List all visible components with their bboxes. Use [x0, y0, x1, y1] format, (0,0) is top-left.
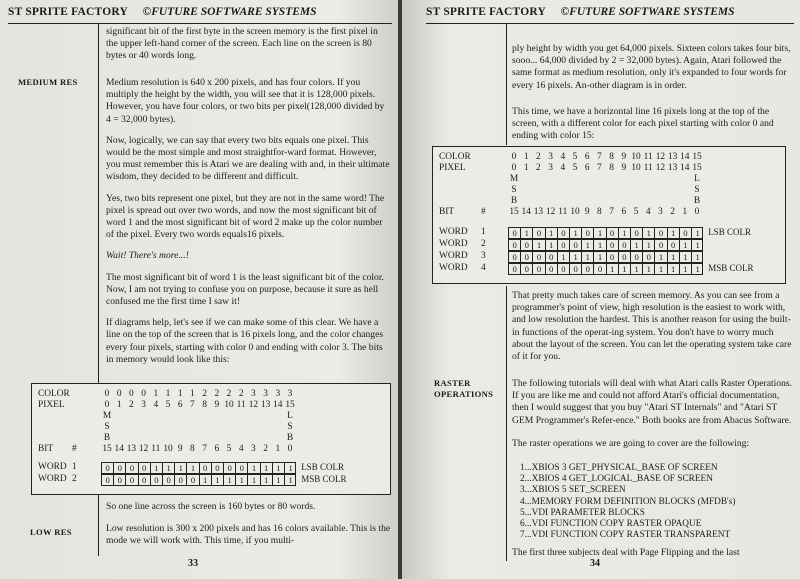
pixel-value: 10	[631, 163, 641, 173]
bit-cell: 0	[558, 240, 570, 250]
color-value: 1	[523, 152, 529, 162]
right-header	[426, 6, 735, 18]
msb-letter: B	[103, 433, 111, 443]
bit-cell: 1	[533, 240, 545, 250]
lsb-letter: L	[694, 174, 700, 184]
bit-cell: 0	[509, 228, 521, 238]
bit-cell: 0	[570, 264, 582, 274]
color-value: 6	[584, 152, 590, 162]
pixel-value: 14	[680, 163, 690, 173]
bit-cell: 0	[607, 240, 619, 250]
bit-index: 12	[545, 207, 556, 217]
raster-label	[434, 378, 493, 400]
bit-cell: 1	[594, 240, 606, 250]
bit-index: 15	[102, 444, 112, 454]
pixel-value: 9	[214, 400, 220, 410]
low-res-label: LOW RES	[30, 527, 72, 537]
low-res-pixel-row-label: PIXEL	[439, 163, 466, 173]
bit-cell: 0	[582, 264, 594, 274]
bit-cell: 0	[619, 252, 631, 262]
color-value: 13	[667, 152, 678, 162]
pixel-value: 1	[523, 163, 529, 173]
bit-index: 9	[177, 444, 183, 454]
bit-cell: 1	[680, 252, 692, 262]
pixel-value: 10	[224, 400, 234, 410]
word-label: WORD	[439, 227, 468, 237]
bit-index: 8	[190, 444, 195, 454]
word-number: 2	[72, 474, 77, 484]
bit-index: 15	[509, 207, 519, 217]
bit-index: 6	[621, 207, 627, 217]
bit-cell: 0	[607, 252, 619, 262]
lsb-letter: L	[287, 411, 293, 421]
bit-cell: 0	[546, 252, 558, 262]
bit-cell: 0	[631, 252, 643, 262]
pixel-value: 13	[260, 400, 271, 410]
color-value: 11	[643, 152, 653, 162]
bit-cell: 0	[212, 463, 224, 473]
bit-cell: 0	[558, 264, 570, 274]
pixel-value: 2	[536, 163, 541, 173]
raster-label-line-2: OPERATIONS	[434, 389, 494, 399]
right-page	[402, 0, 800, 579]
bit-cell: 0	[139, 463, 151, 473]
bit-cell: 1	[619, 264, 631, 274]
bit-cell: 1	[187, 463, 199, 473]
list-item: 4...MEMORY FORM DEFINITION BLOCKS (MFDB's)	[520, 496, 736, 507]
bit-cell: 0	[114, 463, 126, 473]
bit-cell: 0	[224, 463, 236, 473]
medium-res-bit-diagram	[31, 383, 391, 495]
right-header-company: ©FUTURE SOFTWARE SYSTEMS	[560, 6, 735, 18]
color-value: 0	[511, 152, 517, 162]
color-value: 12	[655, 152, 666, 162]
raster-ops-list	[520, 463, 794, 541]
lsb-letter: B	[286, 433, 294, 443]
color-value: 1	[177, 389, 183, 399]
left-margin-rule-top	[98, 23, 99, 383]
bit-cell: 1	[570, 228, 582, 238]
bit-index: 3	[251, 444, 256, 454]
word-note: MSB COLR	[301, 474, 347, 484]
color-value: 4	[560, 152, 566, 162]
list-item: 7...VDI FUNCTION COPY RASTER TRANSPARENT	[520, 530, 731, 541]
pixel-value: 13	[667, 163, 678, 173]
bit-cell: 1	[175, 463, 187, 473]
color-value: 0	[141, 389, 146, 399]
right-para-2: This time, we have a horizontal line 16 pixels long at the top of the screen, with a different color for each pixel starting with color 0 and ending with color 15:	[512, 106, 774, 142]
bit-cell: 1	[643, 228, 655, 238]
bit-cell: 0	[163, 475, 175, 485]
pixel-value: 8	[202, 400, 207, 410]
bit-index: 4	[645, 207, 651, 217]
bit-cell: 0	[631, 228, 643, 238]
bit-cell: 0	[655, 228, 667, 238]
pixel-value: 14	[273, 400, 283, 410]
bit-index: 5	[633, 207, 639, 217]
bit-cell: 1	[695, 240, 700, 250]
color-value: 2	[202, 389, 207, 399]
lsb-letter: B	[693, 196, 701, 206]
left-header-company: ©FUTURE SOFTWARE SYSTEMS	[142, 6, 317, 18]
bit-cell: 0	[570, 240, 582, 250]
word-bit-box	[508, 239, 703, 251]
bit-index: 0	[694, 207, 700, 217]
color-value: 3	[275, 389, 281, 399]
left-page	[0, 0, 398, 579]
bit-cell: 0	[126, 463, 138, 473]
bit-cell: 0	[533, 264, 545, 274]
word-number: 4	[481, 263, 486, 273]
pixel-value: 12	[248, 400, 259, 410]
left-body	[106, 77, 390, 375]
bit-cell: 1	[582, 240, 594, 250]
msb-letter: S	[511, 185, 517, 195]
color-value: 10	[631, 152, 641, 162]
bit-cell: 1	[668, 264, 680, 274]
pixel-value: 15	[692, 163, 702, 173]
bit-cell: 1	[570, 252, 582, 262]
bit-cell: 1	[668, 252, 680, 262]
bit-cell: 0	[151, 475, 163, 485]
left-para-2: Now, logically, we can say that every two bits equals one pixel. This would be the most simple and most straightfor-ward format. However, you must remember this is Atari we are dealing with and, in their ultimate wisdom, they decided to be different and difficult.	[106, 134, 390, 183]
bit-cell: 0	[582, 228, 594, 238]
bit-cell: 1	[643, 264, 655, 274]
medium-res-pixel-row-label: PIXEL	[38, 400, 65, 410]
bit-index: 13	[533, 207, 544, 217]
color-value: 1	[153, 389, 159, 399]
pixel-value: 2	[129, 400, 134, 410]
lsb-letter: S	[287, 422, 293, 432]
bit-cell: 1	[607, 264, 619, 274]
bit-cell: 1	[273, 463, 285, 473]
bit-index: 1	[275, 444, 281, 454]
bit-cell: 1	[261, 463, 273, 473]
pixel-value: 4	[560, 163, 566, 173]
color-value: 15	[692, 152, 702, 162]
bit-cell: 1	[582, 252, 594, 262]
bit-cell: 1	[619, 228, 631, 238]
bit-cell: 1	[546, 228, 558, 238]
color-value: 0	[129, 389, 134, 399]
bit-cell: 1	[695, 264, 700, 274]
color-value: 7	[597, 152, 602, 162]
bit-cell: 0	[521, 252, 533, 262]
bit-cell: 0	[607, 228, 619, 238]
bit-cell: 0	[187, 475, 199, 485]
bit-cell: 1	[655, 264, 667, 274]
left-header	[8, 6, 317, 18]
bit-cell: 0	[139, 475, 151, 485]
left-page-number: 33	[188, 558, 198, 569]
medium-res-bit-row-hash: #	[72, 444, 77, 454]
word-number: 1	[72, 462, 77, 472]
bit-cell: 0	[533, 252, 545, 262]
bit-index: 4	[238, 444, 244, 454]
bit-cell: 1	[631, 240, 643, 250]
bit-index: 8	[597, 207, 602, 217]
pixel-value: 15	[285, 400, 295, 410]
low-res-text: Low resolution is 300 x 200 pixels and has 16 colors available. This is the mode we will work with. This time, if you multi-	[106, 523, 391, 547]
color-value: 0	[116, 389, 122, 399]
color-value: 8	[609, 152, 614, 162]
list-item: 3...XBIOS 5 SET_SCREEN	[520, 485, 626, 496]
bit-index: 10	[163, 444, 173, 454]
pixel-value: 3	[141, 400, 146, 410]
bit-index: 14	[114, 444, 124, 454]
word-bit-box	[508, 263, 703, 275]
bit-cell: 1	[594, 228, 606, 238]
pixel-value: 11	[236, 400, 246, 410]
bit-index: 3	[658, 207, 663, 217]
raster-label-line-1: RASTER	[434, 378, 471, 388]
bit-cell: 1	[248, 475, 260, 485]
right-para-5: The raster operations we are going to cover are the following:	[512, 438, 750, 449]
msb-letter: S	[104, 422, 110, 432]
color-value: 1	[190, 389, 195, 399]
right-header-rule	[426, 23, 794, 24]
bit-cell: 1	[558, 252, 570, 262]
bit-cell: 1	[212, 475, 224, 485]
bit-cell: 0	[546, 264, 558, 274]
pixel-value: 12	[655, 163, 666, 173]
bit-index: 0	[287, 444, 293, 454]
left-para-6: If diagrams help, let's see if we can make some of this clear. We have a line on the top of the screen that is 16 pixels long, and the color changes every four pixels, starting with color 0 and ending with color 3. The bits in memory would look like this:	[106, 317, 384, 365]
word-note: MSB COLR	[708, 263, 754, 273]
left-para-3: Yes, two bits represent one pixel, but they are not in the same word! The pixel is spread out over two words, and now the most significant bit of word 1 and the most significant bit of word 2 make up the color number of the pixel. Every two words equals16 pixels.	[106, 192, 385, 241]
word-bit-box	[101, 462, 296, 474]
bit-cell: 0	[509, 264, 521, 274]
color-value: 2	[238, 389, 244, 399]
bit-cell: 0	[114, 475, 126, 485]
list-item: 6...VDI FUNCTION COPY RASTER OPAQUE	[520, 519, 702, 530]
pixel-value: 5	[165, 400, 171, 410]
bit-cell: 1	[163, 463, 175, 473]
medium-res-bit-row-label: BIT	[38, 444, 54, 454]
bit-cell: 0	[126, 475, 138, 485]
pixel-value: 7	[190, 400, 195, 410]
color-value: 2	[226, 389, 232, 399]
bit-cell: 0	[558, 228, 570, 238]
bit-cell: 0	[200, 463, 212, 473]
bit-index: 12	[138, 444, 149, 454]
word-bit-box	[508, 227, 703, 239]
color-value: 9	[621, 152, 627, 162]
bit-cell: 1	[236, 475, 248, 485]
right-header-title: ST SPRITE FACTORY	[426, 6, 546, 18]
left-margin-rule-bottom	[98, 494, 99, 556]
color-value: 0	[104, 389, 110, 399]
bit-cell: 0	[175, 475, 187, 485]
pixel-value: 5	[572, 163, 578, 173]
left-header-rule	[8, 23, 392, 24]
bit-cell: 1	[200, 475, 212, 485]
bit-cell: 1	[248, 463, 260, 473]
left-header-title: ST SPRITE FACTORY	[8, 6, 128, 18]
bit-cell: 0	[680, 228, 692, 238]
pixel-value: 0	[511, 163, 517, 173]
bit-cell: 0	[668, 240, 680, 250]
word-number: 2	[481, 239, 486, 249]
bit-cell: 1	[261, 475, 273, 485]
msb-letter: M	[509, 174, 519, 184]
right-page-number: 34	[590, 558, 600, 569]
bit-index: 13	[126, 444, 137, 454]
lsb-letter: S	[694, 185, 700, 195]
bit-index: 7	[202, 444, 207, 454]
bit-index: 14	[521, 207, 531, 217]
word-note: LSB COLR	[301, 462, 344, 472]
pixel-value: 1	[116, 400, 122, 410]
bit-index: 7	[609, 207, 614, 217]
bit-cell: 0	[533, 228, 545, 238]
word-bit-box	[101, 474, 296, 486]
bit-index: 2	[263, 444, 268, 454]
bit-cell: 0	[509, 240, 521, 250]
list-item: 5...VDI PARAMETER BLOCKS	[520, 507, 645, 518]
word-label: WORD	[38, 462, 67, 472]
bit-index: 10	[570, 207, 580, 217]
right-margin-rule-top	[506, 23, 507, 145]
right-intro: ply height by width you get 64,000 pixels. Sixteen colors takes four bits, sooo... 64,000 divided by 2 = 32,000 bytes). Again, Atari followed the same format as medium resolution, only it's expanded to four words for every 16 pixels. An-other diagram is in order.	[512, 43, 791, 91]
msb-letter: M	[102, 411, 112, 421]
bit-cell: 0	[102, 463, 114, 473]
color-value: 3	[548, 152, 553, 162]
bit-cell: 1	[680, 240, 692, 250]
color-value: 14	[680, 152, 690, 162]
bit-cell: 1	[631, 264, 643, 274]
bit-cell: 1	[594, 252, 606, 262]
right-para-6: The first three subjects deal with Page Flipping and the last	[512, 547, 740, 558]
bit-index: 6	[214, 444, 220, 454]
word-number: 3	[481, 251, 486, 261]
pixel-value: 3	[548, 163, 553, 173]
pixel-value: 8	[609, 163, 614, 173]
pixel-value: 9	[621, 163, 627, 173]
bit-cell: 1	[668, 228, 680, 238]
bit-index: 1	[682, 207, 688, 217]
pixel-value: 0	[104, 400, 110, 410]
low-res-bit-row-label: BIT	[439, 207, 455, 217]
low-res-bit-row-hash: #	[481, 207, 486, 217]
color-value: 2	[214, 389, 220, 399]
left-after-diagram: So one line across the screen is 160 bytes or 80 words.	[106, 501, 316, 512]
bit-cell: 1	[695, 228, 700, 238]
bit-index: 5	[226, 444, 232, 454]
medium-res-color-row-label: COLOR	[38, 389, 70, 399]
color-value: 3	[263, 389, 268, 399]
list-item: 2...XBIOS 4 GET_LOGICAL_BASE OF SCREEN	[520, 474, 713, 485]
color-value: 3	[251, 389, 256, 399]
bit-cell: 1	[224, 475, 236, 485]
bit-cell: 1	[151, 463, 163, 473]
left-para-1: Medium resolution is 640 x 200 pixels, and has four colors. If you multiply the height by the width, you will see that it is 128,000 pixels. However, you have four colors, or two bits per pixel(128,000 divided by 4 = 32,000 bytes).	[106, 77, 385, 125]
medium-res-label: MEDIUM RES	[18, 77, 78, 87]
word-number: 1	[481, 227, 486, 237]
bit-cell: 1	[521, 228, 533, 238]
pixel-value: 6	[584, 163, 590, 173]
left-intro: significant bit of the first byte in the screen memory is the first pixel in the upper left-hand corner of the screen. Each line on the screen is 80 bytes or 40 words long.	[106, 26, 378, 62]
bit-cell: 0	[521, 264, 533, 274]
bit-cell: 1	[680, 264, 692, 274]
low-res-bit-diagram	[432, 146, 786, 284]
color-value: 1	[165, 389, 171, 399]
right-para-4: The following tutorials will deal with what Atari calls Raster Operations. If you are like me and could not afford Atari's official documentation, then I would suggest that you buy "Atari ST Internals" and "Atari ST GEM Programmer's Refer-ence." Both books are from Abacus Software.	[512, 378, 793, 426]
bit-cell: 1	[273, 475, 285, 485]
bit-cell: 0	[655, 240, 667, 250]
bit-cell: 1	[288, 475, 293, 485]
bit-cell: 0	[594, 264, 606, 274]
word-bit-box	[508, 251, 703, 263]
word-label: WORD	[439, 239, 468, 249]
msb-letter: B	[510, 196, 518, 206]
pixel-value: 11	[643, 163, 653, 173]
word-label: WORD	[439, 251, 468, 261]
bit-index: 2	[670, 207, 675, 217]
bit-cell: 0	[619, 240, 631, 250]
bit-cell: 0	[643, 252, 655, 262]
left-para-5: The most significant bit of word 1 is the least significant bit of the color. Now, I am not trying to confuse you on purpose, because it sure as hell confused me the first time I saw it!	[106, 271, 384, 308]
bit-index: 11	[151, 444, 161, 454]
bit-cell: 1	[643, 240, 655, 250]
bit-cell: 0	[521, 240, 533, 250]
right-para-3: That pretty much takes care of screen memory. As you can see from a programmer's point of view, high resolution is the easiest to work with, and low resolution the hardest. This is another reason for using the built-in functions of the operat-ing system. You don't have to worry much about the layout of the screen. You can let the operating system take care of it for you.	[512, 290, 792, 363]
list-item: 1...XBIOS 3 GET_PHYSICAL_BASE OF SCREEN	[520, 463, 718, 473]
word-label: WORD	[439, 263, 468, 273]
pixel-value: 4	[153, 400, 159, 410]
pixel-value: 6	[177, 400, 183, 410]
color-value: 3	[287, 389, 293, 399]
bit-cell: 1	[546, 240, 558, 250]
word-label: WORD	[38, 474, 67, 484]
bit-cell: 1	[695, 252, 700, 262]
bit-index: 11	[558, 207, 568, 217]
word-note: LSB COLR	[708, 227, 751, 237]
bit-cell: 0	[236, 463, 248, 473]
bit-cell: 0	[102, 475, 114, 485]
low-res-color-row-label: COLOR	[439, 152, 471, 162]
right-margin-rule-bottom	[506, 286, 507, 561]
color-value: 5	[572, 152, 578, 162]
pixel-value: 7	[597, 163, 602, 173]
color-value: 2	[536, 152, 541, 162]
left-para-4: Wait! There's more...!	[106, 250, 189, 262]
bit-cell: 1	[655, 252, 667, 262]
bit-cell: 1	[288, 463, 293, 473]
bit-index: 9	[584, 207, 590, 217]
bit-cell: 0	[509, 252, 521, 262]
